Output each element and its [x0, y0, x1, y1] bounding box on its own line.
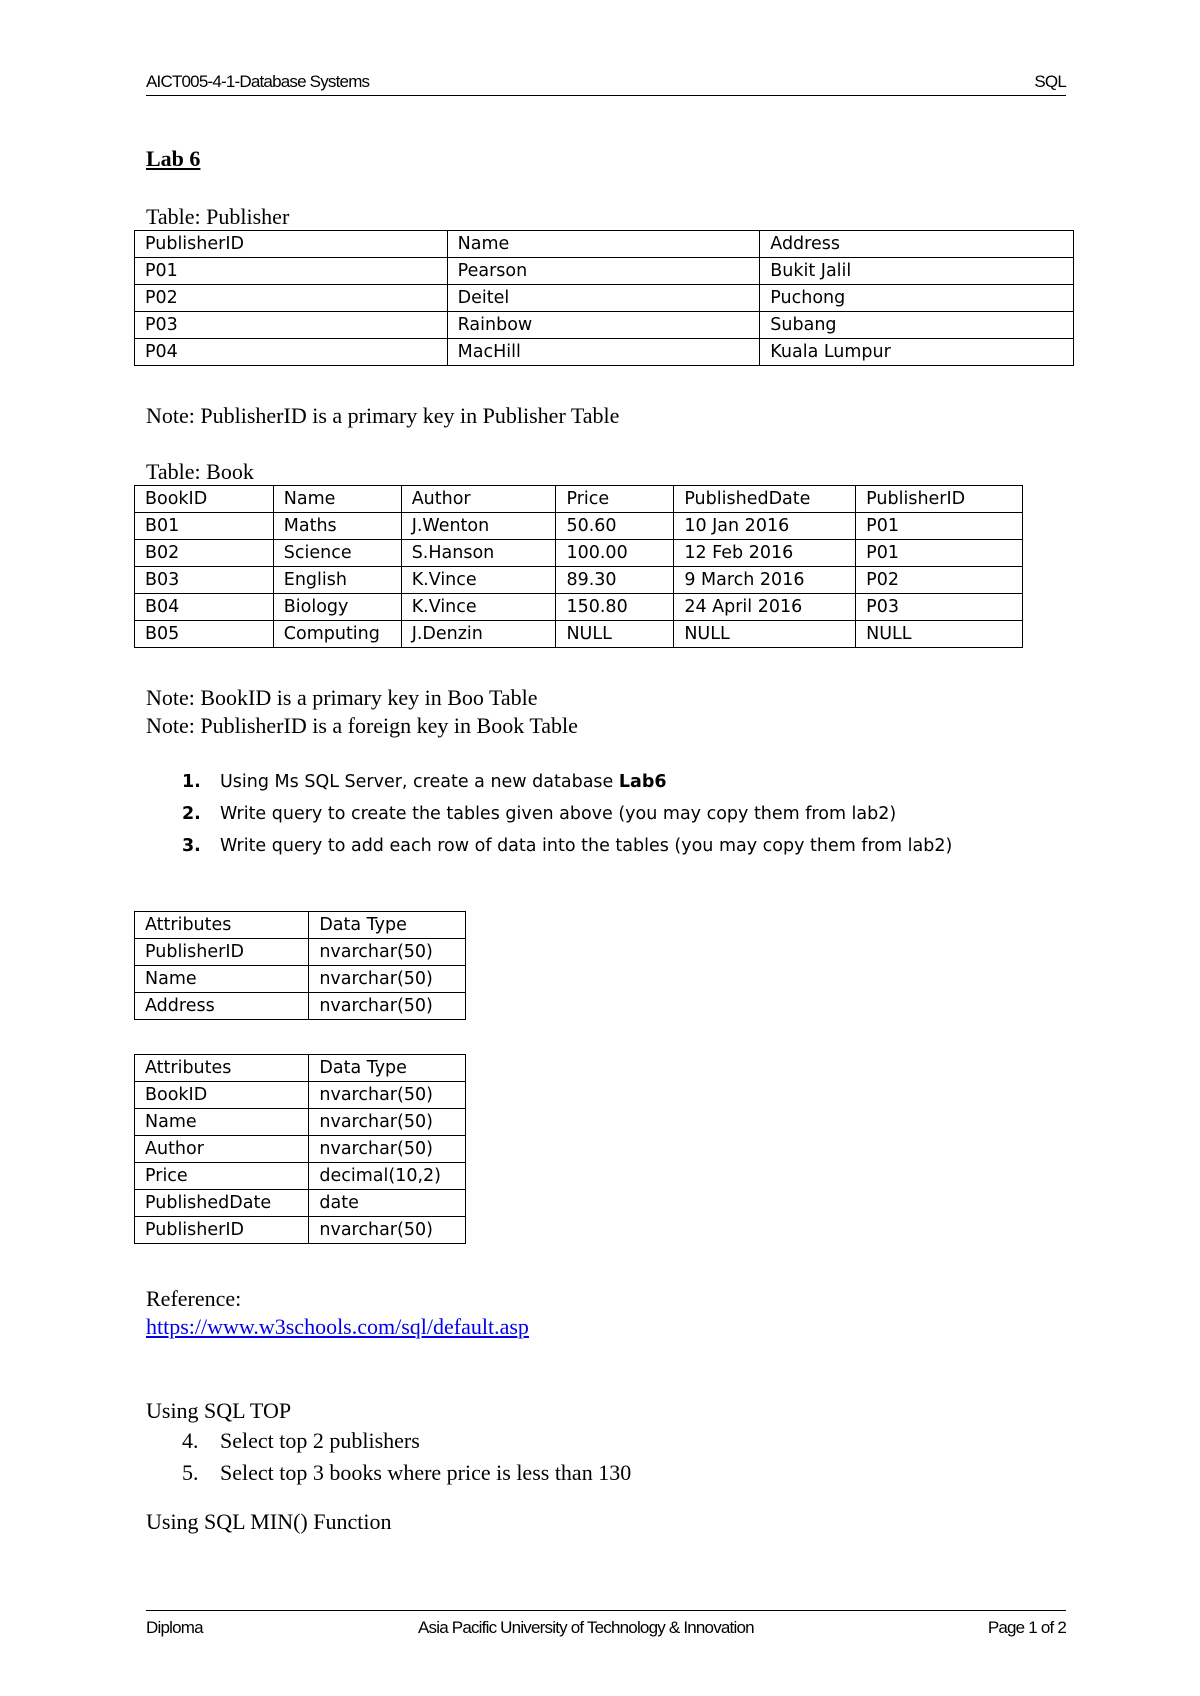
table-header-row	[135, 486, 1023, 513]
column-header: BookID	[135, 486, 274, 513]
table-cell: Maths	[273, 513, 401, 540]
table-cell: BookID	[135, 1082, 309, 1109]
task-text: Write query to add each row of data into the tables (you may copy them from lab2)	[220, 836, 953, 856]
column-header: PublisherID	[135, 231, 448, 258]
table-row	[135, 1136, 466, 1163]
column-header: Name	[447, 231, 760, 258]
publisher-note: Note: PublisherID is a primary key in Publisher Table	[146, 403, 620, 428]
table-cell: PublishedDate	[135, 1190, 309, 1217]
table-cell: Biology	[273, 594, 401, 621]
table-row	[135, 540, 1023, 567]
table-cell: 100.00	[556, 540, 674, 567]
table-cell: NULL	[856, 621, 1023, 648]
table-cell: nvarchar(50)	[309, 1136, 466, 1163]
reference-label: Reference:	[146, 1286, 242, 1311]
table-cell: Subang	[760, 312, 1074, 339]
table-cell: Puchong	[760, 285, 1074, 312]
table-cell: 50.60	[556, 513, 674, 540]
book-table-caption: Table: Book	[146, 459, 254, 484]
footer-left: Diploma	[146, 1618, 203, 1637]
table-cell: Computing	[273, 621, 401, 648]
table-row	[135, 1109, 466, 1136]
table-row	[135, 513, 1023, 540]
table-row	[135, 285, 1074, 312]
column-header: Data Type	[309, 912, 466, 939]
table-cell: P03	[856, 594, 1023, 621]
table-row	[135, 1082, 466, 1109]
table-cell: P02	[135, 285, 448, 312]
table-cell: Name	[135, 966, 309, 993]
task-list	[146, 766, 1106, 862]
task-item	[146, 798, 1106, 830]
table-cell: K.Vince	[401, 594, 556, 621]
top-section-heading: Using SQL TOP	[146, 1398, 292, 1423]
table-header-row	[135, 231, 1074, 258]
table-cell: English	[273, 567, 401, 594]
task-item	[146, 766, 1106, 798]
table-cell: J.Wenton	[401, 513, 556, 540]
table-row	[135, 1190, 466, 1217]
table-cell: P04	[135, 339, 448, 366]
min-section-heading: Using SQL MIN() Function	[146, 1509, 392, 1534]
table-cell: nvarchar(50)	[309, 939, 466, 966]
table-row	[135, 258, 1074, 285]
table-header-row	[135, 1055, 466, 1082]
task-text: Using Ms SQL Server, create a new database	[220, 772, 619, 792]
column-header: Name	[273, 486, 401, 513]
table-cell: NULL	[556, 621, 674, 648]
table-cell: 10 Jan 2016	[674, 513, 856, 540]
table-cell: B02	[135, 540, 274, 567]
footer-center: Asia Pacific University of Technology & Innovation	[418, 1618, 754, 1637]
table-row	[135, 594, 1023, 621]
publisher-schema-table	[134, 911, 466, 1020]
task-number: 1.	[182, 772, 201, 792]
table-cell: PublisherID	[135, 939, 309, 966]
table-cell: P02	[856, 567, 1023, 594]
top-task-item	[146, 1425, 1046, 1457]
table-cell: nvarchar(50)	[309, 1217, 466, 1244]
column-header: PublishedDate	[674, 486, 856, 513]
table-cell: Kuala Lumpur	[760, 339, 1074, 366]
footer-rule	[146, 1610, 1066, 1611]
column-header: Attributes	[135, 912, 309, 939]
task-number: 3.	[182, 836, 201, 856]
publisher-table	[134, 230, 1074, 366]
column-header: Attributes	[135, 1055, 309, 1082]
task-item	[146, 830, 1106, 862]
book-note-1: Note: BookID is a primary key in Boo Table	[146, 685, 538, 710]
top-task-item	[146, 1457, 1046, 1489]
table-cell: 150.80	[556, 594, 674, 621]
table-cell: 9 March 2016	[674, 567, 856, 594]
table-cell: nvarchar(50)	[309, 966, 466, 993]
table-cell: MacHill	[447, 339, 760, 366]
reference-link[interactable]: https://www.w3schools.com/sql/default.asp	[146, 1314, 529, 1339]
book-note-2: Note: PublisherID is a foreign key in Book Table	[146, 713, 578, 738]
column-header: Data Type	[309, 1055, 466, 1082]
table-cell: Price	[135, 1163, 309, 1190]
book-table	[134, 485, 1023, 648]
table-cell: Bukit Jalil	[760, 258, 1074, 285]
table-row	[135, 621, 1023, 648]
table-cell: 12 Feb 2016	[674, 540, 856, 567]
table-cell: S.Hanson	[401, 540, 556, 567]
table-cell: Deitel	[447, 285, 760, 312]
header-right: SQL	[1034, 72, 1066, 91]
table-cell: Address	[135, 993, 309, 1020]
table-cell: P03	[135, 312, 448, 339]
table-cell: decimal(10,2)	[309, 1163, 466, 1190]
task-number: 5.	[182, 1460, 199, 1485]
table-cell: 89.30	[556, 567, 674, 594]
task-text: Write query to create the tables given above (you may copy them from lab2)	[220, 804, 897, 824]
footer-right: Page 1 of 2	[987, 1618, 1066, 1637]
table-cell: B03	[135, 567, 274, 594]
publisher-table-caption: Table: Publisher	[146, 204, 290, 229]
table-cell: P01	[135, 258, 448, 285]
table-cell: P01	[856, 513, 1023, 540]
task-bold-text: Lab6	[618, 772, 667, 792]
top-section-list	[146, 1425, 1046, 1489]
table-row	[135, 966, 466, 993]
table-row	[135, 1163, 466, 1190]
page-title: Lab 6	[146, 146, 201, 171]
table-row	[135, 939, 466, 966]
table-row	[135, 1217, 466, 1244]
table-cell: K.Vince	[401, 567, 556, 594]
table-cell: nvarchar(50)	[309, 993, 466, 1020]
column-header: Author	[401, 486, 556, 513]
table-row	[135, 339, 1074, 366]
table-cell: nvarchar(50)	[309, 1109, 466, 1136]
task-number: 2.	[182, 804, 201, 824]
table-cell: Author	[135, 1136, 309, 1163]
header-rule	[146, 95, 1066, 96]
table-cell: nvarchar(50)	[309, 1082, 466, 1109]
table-header-row	[135, 912, 466, 939]
task-number: 4.	[182, 1428, 199, 1453]
table-cell: date	[309, 1190, 466, 1217]
table-row	[135, 567, 1023, 594]
task-text: Select top 2 publishers	[220, 1428, 420, 1453]
table-cell: Pearson	[447, 258, 760, 285]
table-cell: NULL	[674, 621, 856, 648]
column-header: Price	[556, 486, 674, 513]
table-cell: P01	[856, 540, 1023, 567]
column-header: PublisherID	[856, 486, 1023, 513]
table-cell: B05	[135, 621, 274, 648]
table-cell: Name	[135, 1109, 309, 1136]
book-schema-table	[134, 1054, 466, 1244]
table-cell: B01	[135, 513, 274, 540]
header-left: AICT005-4-1-Database Systems	[146, 72, 370, 91]
table-cell: PublisherID	[135, 1217, 309, 1244]
task-text: Select top 3 books where price is less than 130	[220, 1460, 632, 1485]
table-row	[135, 312, 1074, 339]
table-cell: J.Denzin	[401, 621, 556, 648]
table-cell: Science	[273, 540, 401, 567]
table-cell: Rainbow	[447, 312, 760, 339]
table-row	[135, 993, 466, 1020]
table-cell: 24 April 2016	[674, 594, 856, 621]
column-header: Address	[760, 231, 1074, 258]
table-cell: B04	[135, 594, 274, 621]
